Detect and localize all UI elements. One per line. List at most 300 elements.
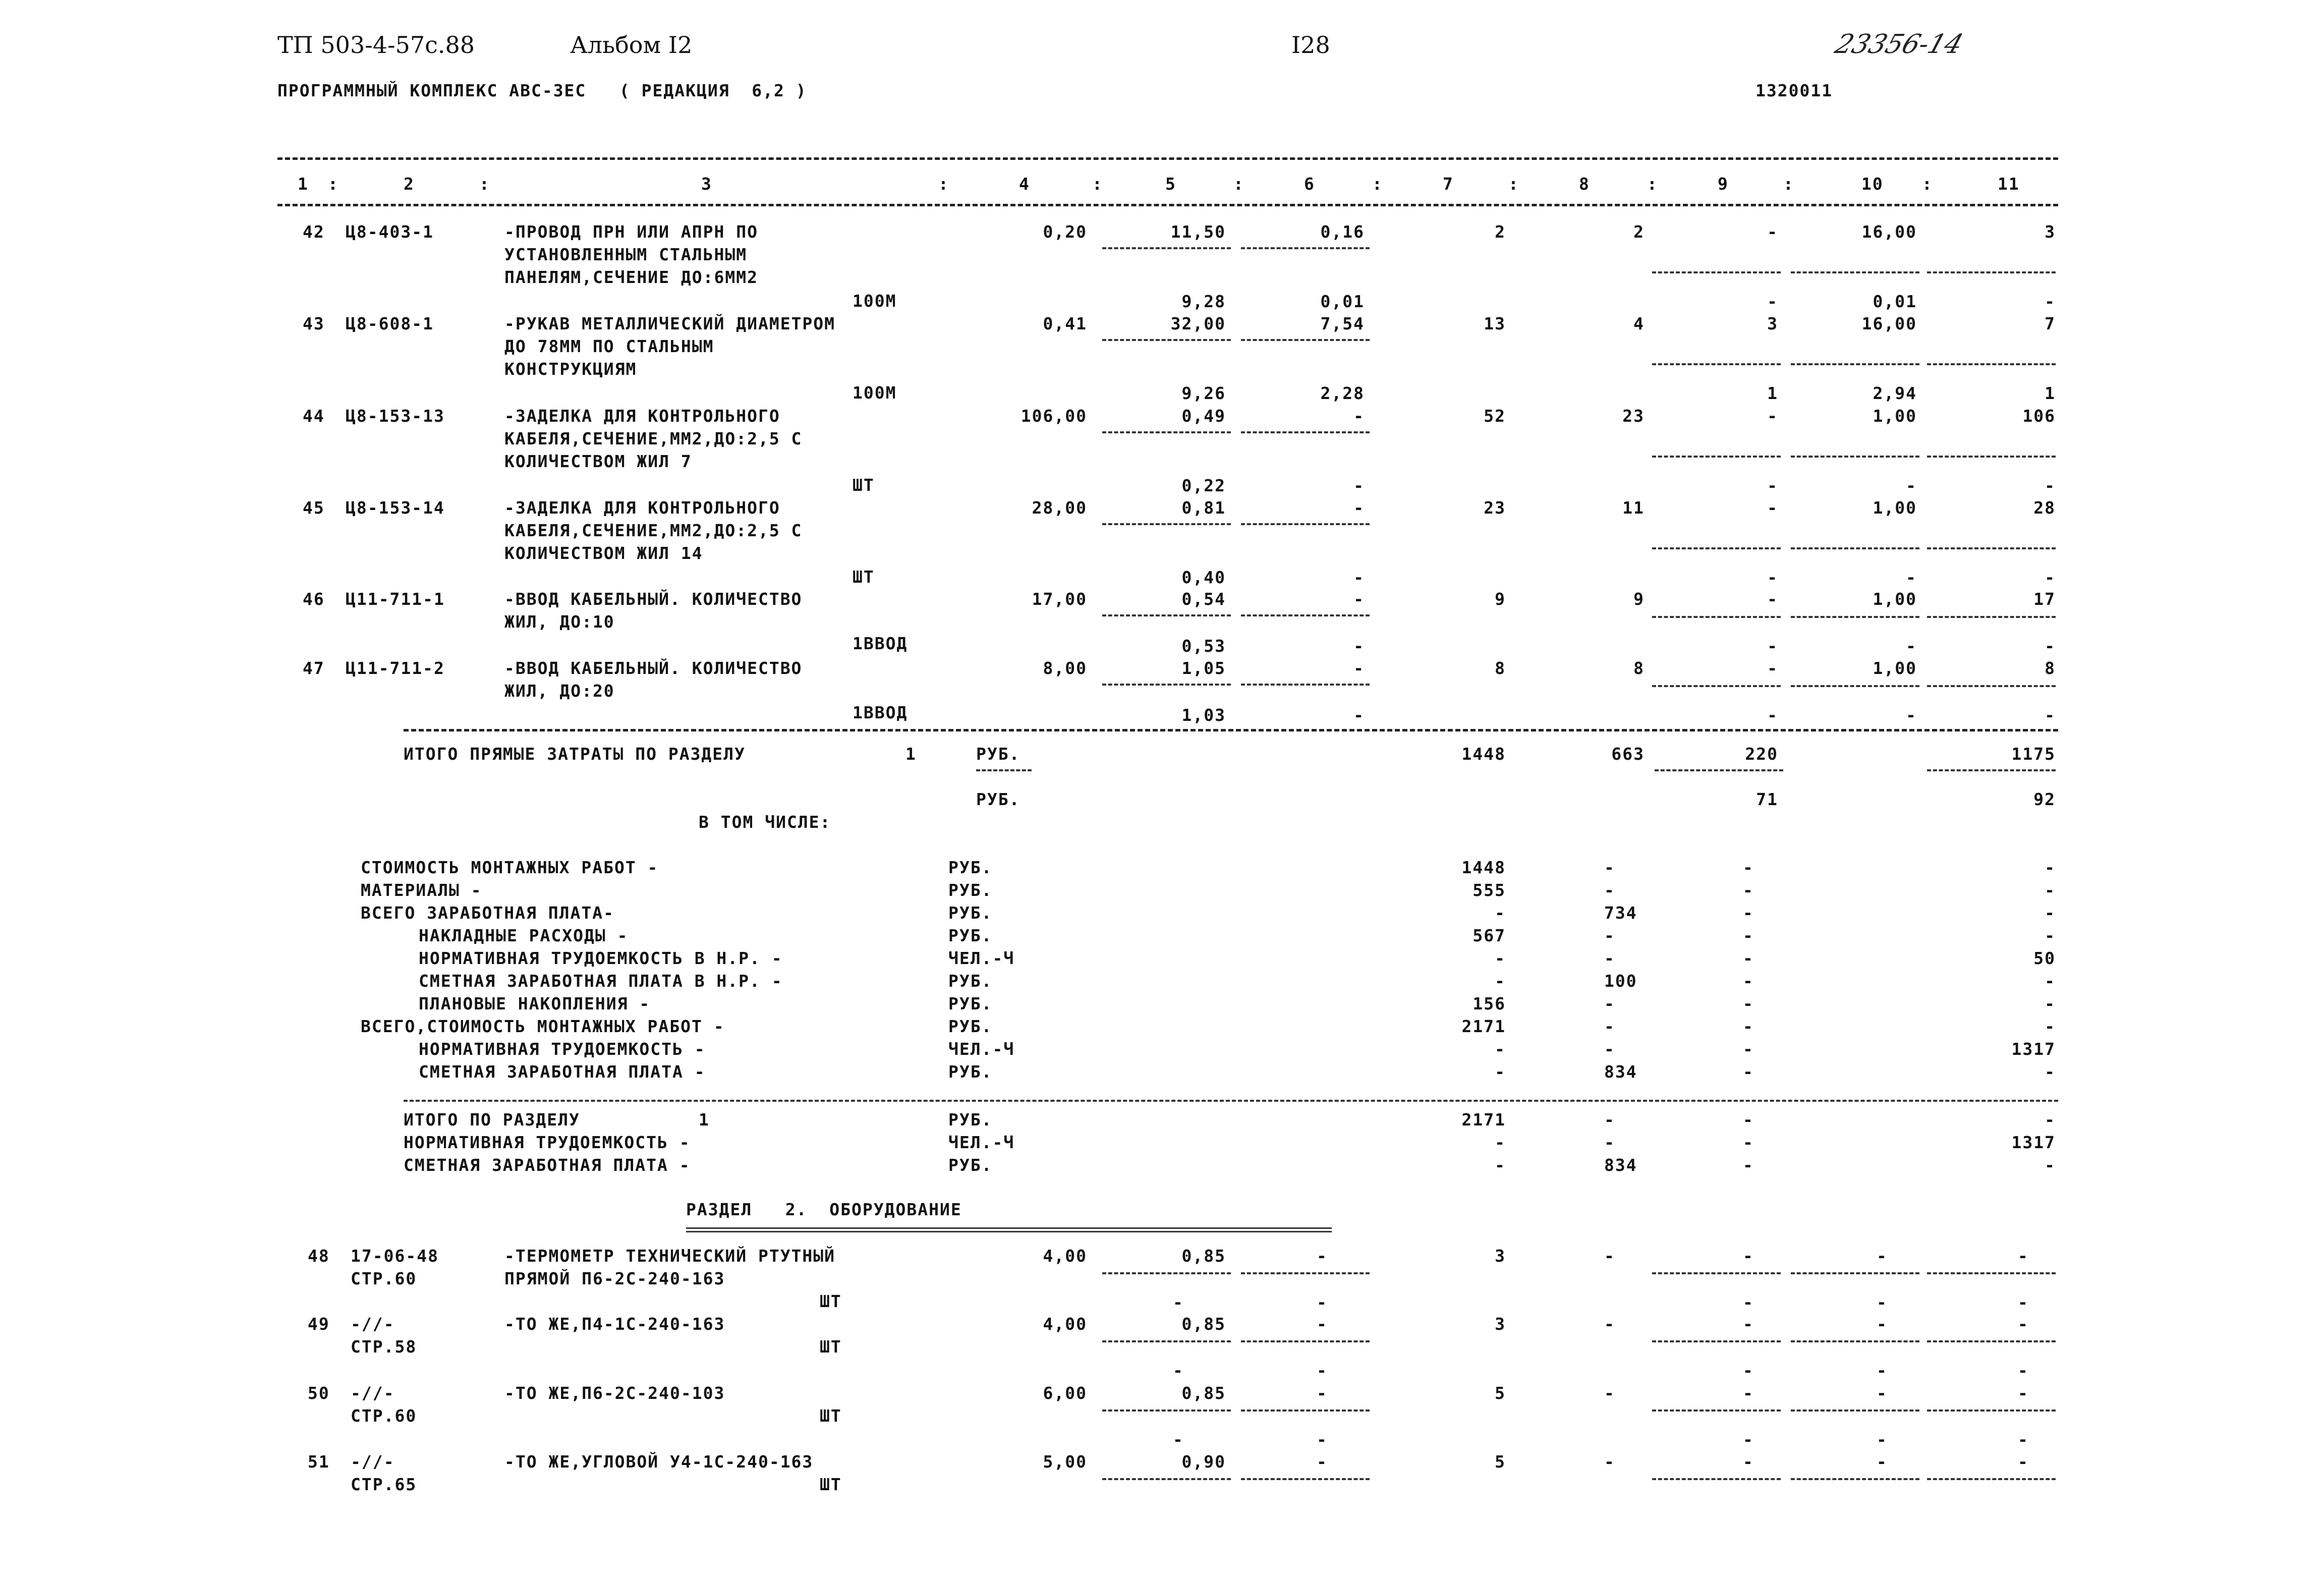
entry-c10-base: -	[1906, 568, 1917, 587]
entry-c7: 5	[1495, 1452, 1506, 1472]
section-total-c9: -	[1743, 1155, 1754, 1175]
breakdown-label: СМЕТНАЯ ЗАРАБОТНАЯ ПЛАТА -	[419, 1062, 706, 1082]
program-code: 1320011	[1755, 81, 1833, 100]
entry-c6: 0,16	[1320, 222, 1365, 242]
direct-costs-label: ИТОГО ПРЯМЫЕ ЗАТРАТЫ ПО РАЗДЕЛУ	[404, 744, 746, 764]
sub-rule	[1791, 1409, 1919, 1412]
entry-quantity: 0,41	[1043, 314, 1087, 333]
entry-code: -//-	[351, 1452, 395, 1472]
entry-c9-base: -	[1743, 1430, 1754, 1449]
entry-description: -ЗАДЕЛКА ДЛЯ КОНТРОЛЬНОГО	[504, 498, 780, 518]
breakdown-c11: -	[2045, 1062, 2056, 1082]
entry-c6-base: -	[1317, 1292, 1328, 1312]
entry-c11-base: -	[2018, 1292, 2029, 1312]
entry-code: Ц8-153-13	[346, 406, 445, 426]
entry-c9: -	[1767, 406, 1778, 426]
entry-c11-base: -	[2045, 476, 2056, 495]
section-total-label: СМЕТНАЯ ЗАРАБОТНАЯ ПЛАТА -	[404, 1155, 691, 1175]
sub-rule	[1652, 616, 1781, 618]
section-total-c8: -	[1604, 1133, 1615, 1152]
sub-rule	[1102, 1409, 1231, 1412]
entry-description: УСТАНОВЛЕННЫМ СТАЛЬНЫМ	[504, 245, 748, 264]
entry-unit: 100М	[853, 383, 897, 403]
column-header-2: 2	[404, 174, 415, 194]
entry-unit: ШТ	[820, 1337, 842, 1357]
sub-rule	[1791, 456, 1919, 458]
entry-c6-base: -	[1353, 636, 1365, 656]
entry-c10: 1,00	[1873, 658, 1917, 678]
entry-c8: -	[1604, 1314, 1615, 1334]
entry-c9-base: 1	[1767, 383, 1778, 403]
entry-c5-base: 0,40	[1181, 568, 1226, 587]
sub-rule	[1652, 1409, 1781, 1412]
entry-quantity: 6,00	[1043, 1383, 1087, 1403]
entry-c7: 2	[1495, 222, 1506, 242]
section-total-c7: -	[1495, 1155, 1506, 1175]
sub-rule	[1791, 1478, 1919, 1480]
entry-quantity: 106,00	[1021, 406, 1087, 426]
entry-c8: -	[1604, 1383, 1615, 1403]
entry-c11: -	[2018, 1452, 2029, 1472]
sub-rule	[1927, 1340, 2056, 1342]
sub-rule	[1652, 547, 1781, 549]
column-separator: :	[328, 174, 339, 194]
entry-code: Ц8-608-1	[346, 314, 434, 333]
breakdown-c9: -	[1743, 1017, 1754, 1036]
entry-c8: 8	[1633, 658, 1645, 678]
entry-c6-base: -	[1317, 1430, 1328, 1449]
entry-c8: -	[1604, 1452, 1615, 1472]
sub-rule	[1241, 523, 1370, 525]
entry-quantity: 28,00	[1032, 498, 1087, 518]
breakdown-c7: 156	[1472, 994, 1506, 1013]
entry-c6: -	[1317, 1452, 1328, 1472]
entry-unit: ШТ	[820, 1291, 842, 1311]
entry-code: Ц11-711-2	[346, 658, 445, 678]
entry-c5: 0,49	[1181, 406, 1226, 426]
sub-rule	[1927, 1272, 2056, 1274]
entry-c6: -	[1353, 589, 1365, 609]
entry-c6: -	[1317, 1383, 1328, 1403]
entry-c11: 8	[2045, 658, 2056, 678]
section-2-underline	[686, 1227, 1332, 1232]
column-separator: :	[1508, 174, 1519, 194]
direct-c7: 1448	[1461, 744, 1506, 764]
sub-rule	[1652, 685, 1781, 687]
breakdown-c9: -	[1743, 926, 1754, 945]
breakdown-c7: 1448	[1461, 858, 1506, 877]
section-total-unit: ЧЕЛ.-Ч	[948, 1133, 1015, 1152]
entry-description: ПАНЕЛЯМ,СЕЧЕНИЕ ДО:6ММ2	[504, 267, 758, 287]
entry-c10-base: -	[1906, 705, 1917, 725]
column-header-8: 8	[1579, 174, 1590, 194]
entry-number: 47	[303, 658, 325, 678]
entry-c6: -	[1317, 1246, 1328, 1266]
direct-c11-base: 92	[2033, 790, 2056, 809]
entry-c10: 16,00	[1861, 314, 1917, 333]
entry-unit: ШТ	[853, 475, 875, 495]
entry-description: -ПРОВОД ПРН ИЛИ АПРН ПО	[504, 222, 758, 242]
sub-rule	[1241, 1478, 1370, 1480]
breakdown-label: МАТЕРИАЛЫ -	[361, 880, 482, 900]
entry-c10-base: -	[1877, 1430, 1888, 1449]
column-header-11: 11	[1998, 174, 2020, 194]
breakdown-label: НОРМАТИВНАЯ ТРУДОЕМКОСТЬ -	[419, 1039, 706, 1059]
sub-rule	[1241, 1409, 1370, 1412]
entry-number: 45	[303, 498, 325, 518]
sub-rule	[1241, 614, 1370, 616]
sub-rule	[1102, 247, 1231, 249]
entry-c7: 23	[1484, 498, 1506, 518]
sub-rule	[1791, 271, 1919, 273]
section-total-c7: 2171	[1461, 1110, 1506, 1130]
entry-quantity: 4,00	[1043, 1246, 1087, 1266]
direct-costs-unit: РУБ.	[976, 744, 1021, 764]
entry-c11-base: -	[2045, 292, 2056, 311]
entry-c7: 13	[1484, 314, 1506, 333]
section-total-c8: 834	[1604, 1155, 1637, 1175]
entry-c8: 4	[1633, 314, 1645, 333]
entry-description: КАБЕЛЯ,СЕЧЕНИЕ,ММ2,ДО:2,5 С	[504, 429, 803, 448]
entry-description: КОНСТРУКЦИЯМ	[504, 359, 637, 379]
entry-code: Ц8-403-1	[346, 222, 434, 242]
entry-c9-base: -	[1767, 476, 1778, 495]
entry-unit: 100М	[853, 291, 897, 311]
direct-c9: 220	[1745, 744, 1778, 764]
breakdown-c7: -	[1495, 1062, 1506, 1082]
entry-number: 43	[303, 314, 325, 333]
breakdown-unit: ЧЕЛ.-Ч	[948, 948, 1015, 968]
entry-c10-base: 0,01	[1873, 292, 1917, 311]
breakdown-unit: РУБ.	[948, 858, 993, 877]
breakdown-label: ПЛАНОВЫЕ НАКОПЛЕНИЯ -	[419, 994, 651, 1013]
entry-c6-base: -	[1353, 568, 1365, 587]
column-header-3: 3	[701, 174, 712, 194]
entry-description: -ТО ЖЕ,П4-1С-240-163	[504, 1314, 725, 1334]
column-separator: :	[938, 174, 949, 194]
sub-rule	[1927, 1409, 2056, 1412]
entry-c5: 11,50	[1170, 222, 1226, 242]
sub-rule	[1927, 456, 2056, 458]
breakdown-label: НОРМАТИВНАЯ ТРУДОЕМКОСТЬ В Н.Р. -	[419, 948, 783, 968]
breakdown-unit: ЧЕЛ.-Ч	[948, 1039, 1015, 1059]
breakdown-label: СМЕТНАЯ ЗАРАБОТНАЯ ПЛАТА В Н.Р. -	[419, 971, 783, 991]
entry-c10-base: 2,94	[1873, 383, 1917, 403]
entry-c10-base: -	[1906, 636, 1917, 656]
breakdown-c8: -	[1604, 948, 1615, 968]
handwritten-mark: 23356-14	[1831, 29, 1967, 60]
section-total-label: НОРМАТИВНАЯ ТРУДОЕМКОСТЬ -	[404, 1133, 691, 1152]
column-header-4: 4	[1019, 174, 1030, 194]
sub-rule	[1791, 1272, 1919, 1274]
sub-rule	[1102, 1478, 1231, 1480]
direct-c9-base: 71	[1756, 790, 1778, 809]
entry-c9-base: -	[1743, 1361, 1754, 1380]
entry-c7: 52	[1484, 406, 1506, 426]
entry-c6-base: -	[1317, 1361, 1328, 1380]
entry-c6: -	[1353, 658, 1365, 678]
entry-c5: 0,90	[1181, 1452, 1226, 1472]
entry-c10: 1,00	[1873, 498, 1917, 518]
entry-c7: 3	[1495, 1246, 1506, 1266]
entry-description: -ТО ЖЕ,УГЛОВОЙ У4-1С-240-163	[504, 1452, 814, 1472]
entry-c11-base: -	[2045, 636, 2056, 656]
entry-c11: 17	[2033, 589, 2056, 609]
breakdown-c7: -	[1495, 948, 1506, 968]
entry-code: -//-	[351, 1383, 395, 1403]
entry-number: 51	[308, 1452, 330, 1472]
sub-rule	[1102, 339, 1231, 341]
section-total-c7: -	[1495, 1133, 1506, 1152]
sub-rule	[1102, 684, 1231, 686]
sub-rule	[1241, 1272, 1370, 1274]
breakdown-c11: -	[2045, 926, 2056, 945]
entry-code: Ц11-711-1	[346, 589, 445, 609]
entry-c11: 7	[2045, 314, 2056, 333]
entry-c5-base: -	[1173, 1430, 1184, 1449]
including-label: В ТОМ ЧИСЛЕ:	[699, 812, 831, 832]
entry-c10: 1,00	[1873, 406, 1917, 426]
breakdown-label: ВСЕГО ЗАРАБОТНАЯ ПЛАТА-	[361, 903, 614, 923]
entry-c10: -	[1877, 1246, 1888, 1266]
breakdown-c8: -	[1604, 994, 1615, 1013]
sub-rule	[1927, 363, 2056, 365]
section-total-c11: -	[2045, 1155, 2056, 1175]
entry-reference: СТР.58	[351, 1337, 417, 1357]
entry-c5-base: 0,53	[1181, 636, 1226, 656]
breakdown-c8: -	[1604, 1017, 1615, 1036]
entry-number: 44	[303, 406, 325, 426]
entry-unit: ШТ	[853, 567, 875, 587]
entry-c5-base: 9,26	[1181, 383, 1226, 403]
entry-c6-base: 0,01	[1320, 292, 1365, 311]
breakdown-c8: 100	[1604, 971, 1637, 991]
entry-number: 46	[303, 589, 325, 609]
breakdown-c7: -	[1495, 971, 1506, 991]
breakdown-c11: 1317	[2011, 1039, 2056, 1059]
entry-c6-base: -	[1353, 705, 1365, 725]
breakdown-c9: -	[1743, 971, 1754, 991]
breakdown-c8: -	[1604, 858, 1615, 877]
sub-rule	[1927, 769, 2056, 771]
column-separator: :	[1092, 174, 1103, 194]
entry-c6: 7,54	[1320, 314, 1365, 333]
rule-header-bottom	[277, 204, 2058, 206]
breakdown-c7: -	[1495, 903, 1506, 923]
breakdown-c7: -	[1495, 1039, 1506, 1059]
breakdown-unit: РУБ.	[948, 903, 993, 923]
entry-quantity: 8,00	[1043, 658, 1087, 678]
entry-unit: 1ВВОД	[853, 634, 908, 653]
entry-c5-base: 9,28	[1181, 292, 1226, 311]
section-total-number: 1	[699, 1110, 710, 1130]
entry-c9-base: -	[1767, 705, 1778, 725]
sub-rule	[1241, 247, 1370, 249]
program-line: ПРОГРАММНЫЙ КОМПЛЕКС АВС-3ЕС ( РЕДАКЦИЯ 6,2 )	[277, 81, 807, 100]
entry-c11: 106	[2022, 406, 2056, 426]
breakdown-unit: РУБ.	[948, 926, 993, 945]
entry-c9: -	[1743, 1452, 1754, 1472]
breakdown-c9: -	[1743, 903, 1754, 923]
sub-rule	[1927, 1478, 2056, 1480]
entry-c11-base: 1	[2045, 383, 2056, 403]
breakdown-c8: -	[1604, 1039, 1615, 1059]
sub-rule	[1652, 1340, 1781, 1342]
sub-rule	[1927, 271, 2056, 273]
breakdown-c9: -	[1743, 1062, 1754, 1082]
sub-rule	[1652, 1478, 1781, 1480]
entry-c11: 3	[2045, 222, 2056, 242]
breakdown-unit: РУБ.	[948, 880, 993, 900]
entry-description: -ТЕРМОМЕТР ТЕХНИЧЕСКИЙ РТУТНЫЙ	[504, 1246, 836, 1266]
entry-quantity: 17,00	[1032, 589, 1087, 609]
album-label: Альбом I2	[570, 31, 693, 59]
entry-description: -ВВОД КАБЕЛЬНЫЙ. КОЛИЧЕСТВО	[504, 589, 803, 609]
entry-quantity: 5,00	[1043, 1452, 1087, 1472]
section-total-unit: РУБ.	[948, 1155, 993, 1175]
sub-rule	[1241, 431, 1370, 433]
entry-number: 42	[303, 222, 325, 242]
breakdown-c9: -	[1743, 994, 1754, 1013]
entry-c11-base: -	[2018, 1430, 2029, 1449]
entry-c11: -	[2018, 1246, 2029, 1266]
entry-c5-base: 0,22	[1181, 476, 1226, 495]
direct-costs-section: 1	[905, 744, 917, 764]
entry-c10: -	[1877, 1383, 1888, 1403]
entry-c10-base: -	[1877, 1361, 1888, 1380]
direct-c11: 1175	[2011, 744, 2056, 764]
section-total-unit: РУБ.	[948, 1110, 993, 1130]
column-header-6: 6	[1304, 174, 1315, 194]
entry-c5: 32,00	[1170, 314, 1226, 333]
entry-c11: 28	[2033, 498, 2056, 518]
section-total-c8: -	[1604, 1110, 1615, 1130]
entry-c8: -	[1604, 1246, 1615, 1266]
entry-c9: -	[1767, 658, 1778, 678]
sub-rule	[1791, 363, 1919, 365]
entry-reference: СТР.60	[351, 1269, 417, 1288]
entry-description: КАБЕЛЯ,СЕЧЕНИЕ,ММ2,ДО:2,5 С	[504, 521, 803, 540]
entry-c10: -	[1877, 1452, 1888, 1472]
entry-c11-base: -	[2018, 1361, 2029, 1380]
entry-code: -//-	[351, 1314, 395, 1334]
sub-rule	[1655, 769, 1783, 771]
entry-description: -ЗАДЕЛКА ДЛЯ КОНТРОЛЬНОГО	[504, 406, 780, 426]
entry-unit: ШТ	[820, 1406, 842, 1426]
entry-c6-base: -	[1353, 476, 1365, 495]
direct-c8: 663	[1611, 744, 1645, 764]
entry-c8: 2	[1633, 222, 1645, 242]
entry-c9-base: -	[1767, 636, 1778, 656]
entry-quantity: 0,20	[1043, 222, 1087, 242]
entry-c5: 1,05	[1181, 658, 1226, 678]
page-number: I28	[1291, 31, 1330, 59]
entry-c8: 11	[1622, 498, 1645, 518]
section-total-label: ИТОГО ПО РАЗДЕЛУ	[404, 1110, 580, 1130]
sub-rule	[1927, 547, 2056, 549]
breakdown-unit: РУБ.	[948, 971, 993, 991]
breakdown-c9: -	[1743, 858, 1754, 877]
entry-c7: 5	[1495, 1383, 1506, 1403]
entry-unit: 1ВВОД	[853, 703, 908, 722]
entry-description: -ТО ЖЕ,П6-2С-240-103	[504, 1383, 725, 1403]
entry-c6: -	[1353, 498, 1365, 518]
entry-c9: -	[1743, 1246, 1754, 1266]
breakdown-c11: -	[2045, 880, 2056, 900]
entry-description: -ВВОД КАБЕЛЬНЫЙ. КОЛИЧЕСТВО	[504, 658, 803, 678]
entry-c6: -	[1317, 1314, 1328, 1334]
entry-number: 50	[308, 1383, 330, 1403]
breakdown-c11: -	[2045, 858, 2056, 877]
entry-c11-base: -	[2045, 568, 2056, 587]
entry-c7: 3	[1495, 1314, 1506, 1334]
entry-c5: 0,85	[1181, 1383, 1226, 1403]
sub-rule	[1652, 456, 1781, 458]
entry-c5: 0,85	[1181, 1314, 1226, 1334]
column-header-10: 10	[1861, 174, 1884, 194]
sub-rule	[1791, 685, 1919, 687]
breakdown-c9: -	[1743, 948, 1754, 968]
breakdown-c11: -	[2045, 1017, 2056, 1036]
entry-number: 49	[308, 1314, 330, 1334]
entry-c9: 3	[1767, 314, 1778, 333]
entry-c6-base: 2,28	[1320, 383, 1365, 403]
sub-rule	[1102, 431, 1231, 433]
column-separator: :	[479, 174, 490, 194]
entry-c11-base: -	[2045, 705, 2056, 725]
entry-c11: -	[2018, 1383, 2029, 1403]
entry-c5-base: -	[1173, 1292, 1184, 1312]
column-separator: :	[1647, 174, 1658, 194]
breakdown-c9: -	[1743, 880, 1754, 900]
sub-rule	[1791, 616, 1919, 618]
column-header-7: 7	[1443, 174, 1454, 194]
column-separator: :	[1233, 174, 1244, 194]
sub-rule	[1241, 1340, 1370, 1342]
entry-c8: 9	[1633, 589, 1645, 609]
entry-c10: -	[1877, 1314, 1888, 1334]
section-total-c9: -	[1743, 1110, 1754, 1130]
breakdown-c11: 50	[2033, 948, 2056, 968]
entry-c9: -	[1743, 1383, 1754, 1403]
breakdown-c11: -	[2045, 971, 2056, 991]
rule-before-totals	[404, 729, 2058, 731]
column-header-1: 1	[298, 174, 309, 194]
breakdown-unit: РУБ.	[948, 994, 993, 1013]
breakdown-c7: 555	[1472, 880, 1506, 900]
breakdown-c8: -	[1604, 880, 1615, 900]
rule-before-section-total	[404, 1100, 2058, 1102]
sub-rule	[1652, 271, 1781, 273]
column-separator: :	[1922, 174, 1933, 194]
entry-c7: 8	[1495, 658, 1506, 678]
entry-reference: СТР.65	[351, 1475, 417, 1494]
sub-rule	[1102, 1272, 1231, 1274]
breakdown-c11: -	[2045, 903, 2056, 923]
breakdown-label: ВСЕГО,СТОИМОСТЬ МОНТАЖНЫХ РАБОТ -	[361, 1017, 725, 1036]
entry-number: 48	[308, 1246, 330, 1266]
sub-rule	[1927, 685, 2056, 687]
breakdown-c8: 734	[1604, 903, 1637, 923]
entry-c6: -	[1353, 406, 1365, 426]
breakdown-c8: 834	[1604, 1062, 1637, 1082]
breakdown-c7: 567	[1472, 926, 1506, 945]
entry-description: -РУКАВ МЕТАЛЛИЧЕСКИЙ ДИАМЕТРОМ	[504, 314, 836, 333]
doc-code: ТП 503-4-57с.88	[277, 31, 475, 59]
entry-quantity: 4,00	[1043, 1314, 1087, 1334]
entry-unit: ШТ	[820, 1475, 842, 1494]
breakdown-unit: РУБ.	[948, 1062, 993, 1082]
